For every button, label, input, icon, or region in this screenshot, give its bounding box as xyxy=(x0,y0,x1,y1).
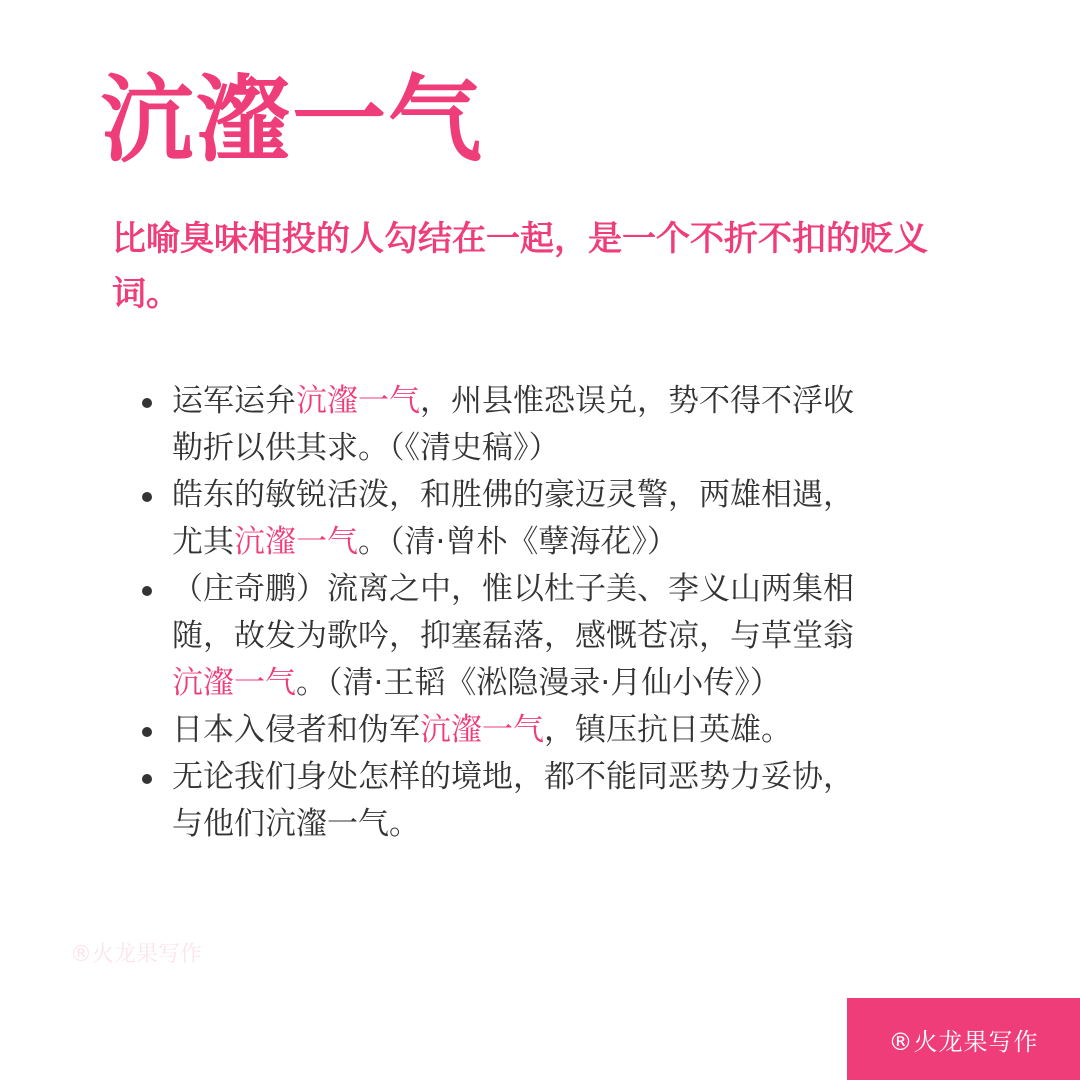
example-text: 无论我们身处怎样的境地，都不能同恶势力妥协，与他们沆瀣一气。 xyxy=(172,759,854,842)
example-highlight: 沆瀣一气 xyxy=(420,712,544,748)
example-text: 。（清·曾朴《孽海花》） xyxy=(358,524,678,560)
example-item xyxy=(138,472,878,566)
example-item xyxy=(138,566,878,707)
bullet-dot-icon xyxy=(142,492,152,502)
brand-label: ®火龙果写作 xyxy=(888,1027,1039,1056)
example-highlight: 沆瀣一气 xyxy=(234,524,358,560)
watermark-text: ®火龙果写作 xyxy=(70,942,203,967)
bullet-dot-icon xyxy=(142,586,152,596)
example-text: （庄奇鹏）流离之中，惟以杜子美、李义山两集相随，故发为歌吟，抑塞磊落，感慨苍凉，与草堂翁 xyxy=(172,571,854,654)
example-text: ，镇压抗日英雄。 xyxy=(544,712,792,748)
example-item xyxy=(138,754,878,848)
example-text: 。（清·王韬《淞隐漫录·月仙小传》） xyxy=(296,665,781,701)
example-item xyxy=(138,707,878,754)
brand-badge xyxy=(847,998,1080,1080)
example-item xyxy=(138,378,878,472)
example-highlight: 沆瀣一气 xyxy=(296,383,420,419)
example-text: 日本入侵者和伪军 xyxy=(172,712,420,748)
example-list xyxy=(138,378,878,848)
idiom-title: 沆瀣一气 xyxy=(100,66,485,175)
example-text: 运军运弁 xyxy=(172,383,296,419)
example-text: 皓东的敏锐活泼，和胜佛的豪迈灵警，两雄相遇，尤其 xyxy=(172,477,854,560)
example-text: ，州县惟恐误兑，势不得不浮收勒折以供其求。（《清史稿》） xyxy=(172,383,854,466)
bullet-dot-icon xyxy=(142,727,152,737)
bullet-dot-icon xyxy=(142,398,152,408)
example-highlight: 沆瀣一气 xyxy=(172,665,296,701)
bullet-dot-icon xyxy=(142,774,152,784)
idiom-definition: 比喻臭味相投的人勾结在一起，是一个不折不扣的贬义词。 xyxy=(112,219,928,314)
